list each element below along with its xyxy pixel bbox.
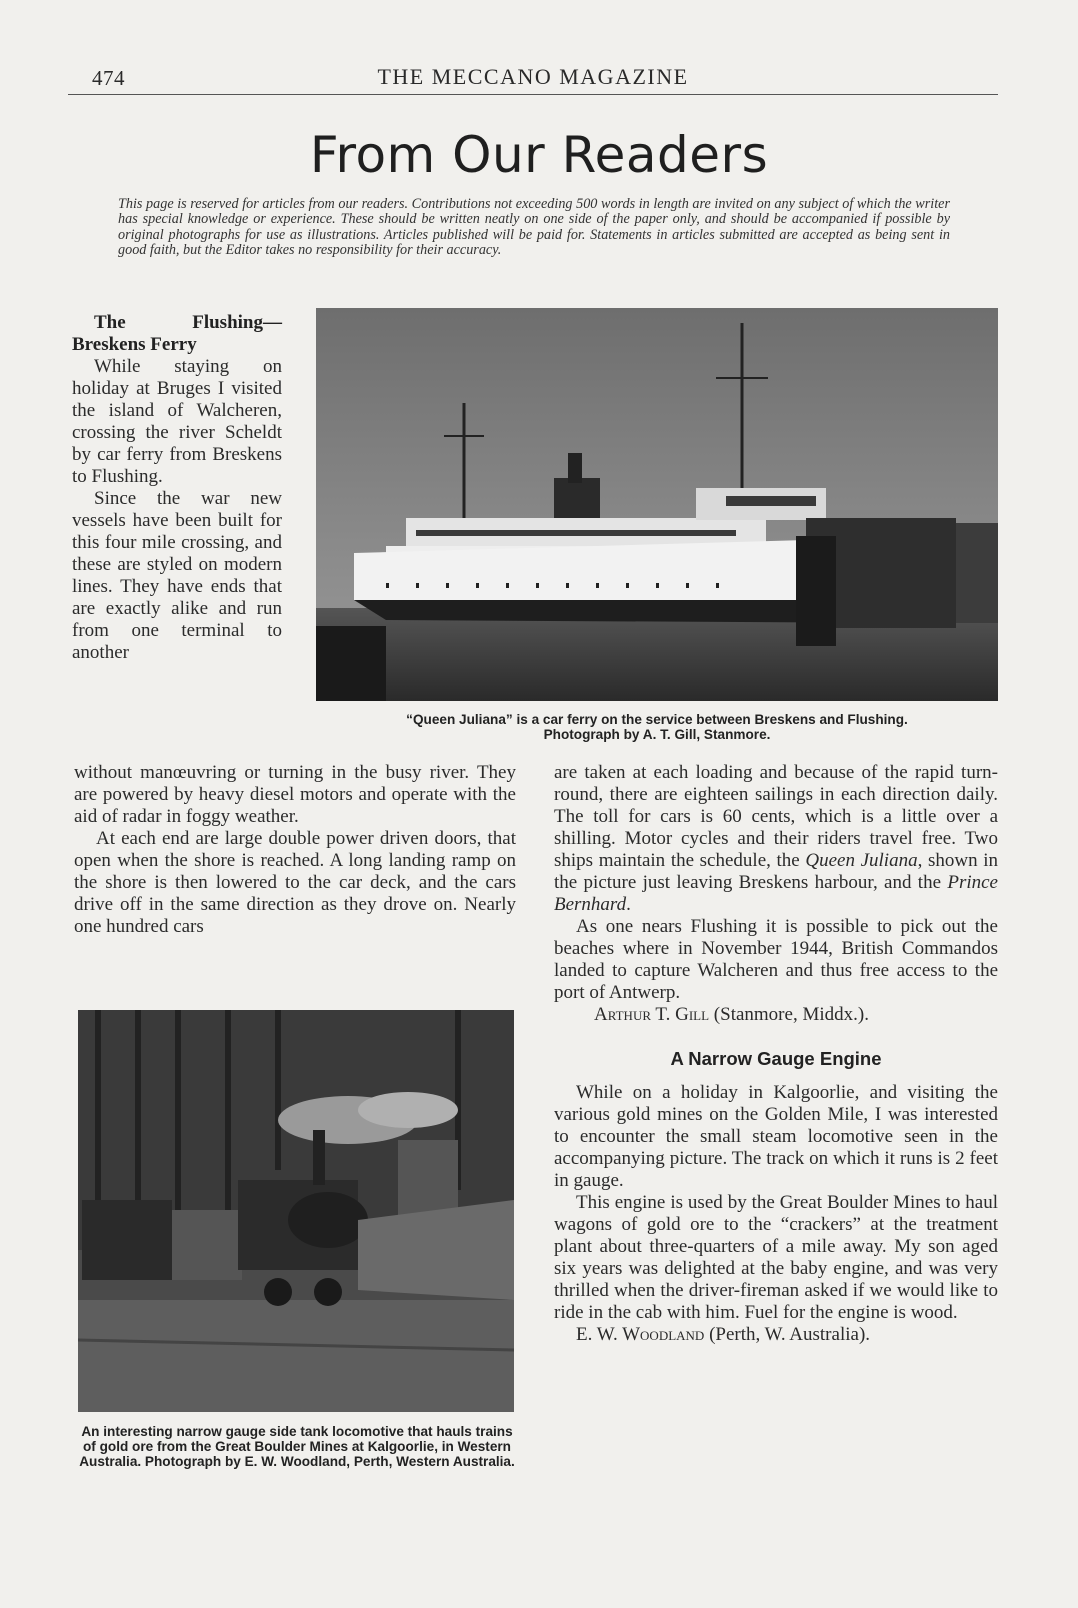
article-right-column <box>554 762 998 1346</box>
ferry-text: , shown in the picture just leaving Breskens harbour, and the <box>554 850 998 893</box>
page-title: From Our Readers <box>309 126 769 184</box>
ferry-text: are taken at each loading and because of the rapid turn-round, there are eighteen sailings in each direction daily. The toll for cars is 60 cents, which is a little over a shilling. Motor cycles and their riders travel free. Two ships maintain the schedule, the <box>554 762 998 871</box>
magazine-title: THE MECCANO MAGAZINE <box>377 64 689 89</box>
article-ferry-paragraph: without manœuvring or turning in the busy river. They are powered by heavy diesel motors and operate with the aid of radar in foggy weather. <box>74 762 516 827</box>
article-ferry-paragraph: As one nears Flushing it is possible to pick out the beaches where in November 1944, British Commandos landed to capture Walcheren and thus free access to the port of Antwerp. <box>554 916 998 1003</box>
page-number: 474 <box>92 66 125 90</box>
ship-name: Queen Juliana <box>805 850 918 871</box>
ferry-text: . <box>626 894 631 915</box>
intro-note: This page is reserved for articles from our readers. Contributions not exceeding 500 words in length are invited on any subject of which the writer has special knowledge or experience. These should be written neatly on one side of the paper only, and should be accompanied if possible by original photographs for use as illustrations. Articles published will be paid for. Statements in articles submitted are accepted as being sent in good faith, but the Editor takes no responsibility for their accuracy. <box>118 196 950 258</box>
article-ferry-paragraph: At each end are large double power driven doors, that open when the shore is reached. A long landing ramp on the shore is then lowered to the car deck, and the cars drive off in the same direction as they drove on. Nearly one hundred cars <box>74 828 516 937</box>
article-ferry-middle <box>74 762 516 938</box>
author-place: (Stanmore, Middx.). <box>709 1004 869 1025</box>
ship-name: Prince Bernhard <box>554 872 998 915</box>
article-ferry-start <box>72 312 282 664</box>
ferry-photo <box>316 308 998 701</box>
locomotive-photo <box>78 1010 514 1412</box>
article-ferry-author <box>554 1004 998 1026</box>
article-engine-author <box>554 1324 998 1346</box>
ferry-caption-credit: Photograph by A. T. Gill, Stanmore. <box>543 727 771 742</box>
article-ferry-paragraph <box>554 762 998 916</box>
article-engine-heading: A Narrow Gauge Engine <box>670 1048 882 1069</box>
article-engine-paragraph: While on a holiday in Kalgoorlie, and visiting the various gold mines on the Golden Mile, I was interested to encounter the small steam locomotive seen in the accompanying picture. The track on which it runs is 2 feet in gauge. <box>554 1082 998 1191</box>
header-rule <box>68 94 998 95</box>
running-head <box>68 62 998 90</box>
article-ferry-heading: The Flushing— Breskens Ferry <box>72 312 282 355</box>
article-engine-paragraph: This engine is used by the Great Boulder Mines to haul wagons of gold ore to the “crackers” at the treatment plant about three-quarters of a mile away. My son aged six years was delighted at the baby engine, and was very thrilled when the driver-fireman asked if we would like to ride in the cab with him. Fuel for the engine is wood. <box>554 1192 998 1323</box>
ferry-caption-line: “Queen Juliana” is a car ferry on the service between Breskens and Flushing. <box>406 712 908 727</box>
article-ferry-paragraph: Since the war new vessels have been built for this four mile crossing, and these are styled on modern lines. They have ends that are exactly alike and run from one terminal to another <box>72 488 282 663</box>
article-ferry-paragraph: While staying on holiday at Bruges I visited the island of Walcheren, crossing the river Scheldt by car ferry from Breskens to Flushing. <box>72 356 282 487</box>
author-name: E. W. Woodland <box>576 1324 705 1345</box>
author-place: (Perth, W. Australia). <box>704 1324 871 1345</box>
locomotive-photo-caption: An interesting narrow gauge side tank locomotive that hauls trains of gold ore from the Great Boulder Mines at Kalgoorlie, in Western Australia. Photograph by E. W. Woodland, Perth, Western Australia. <box>79 1424 515 1469</box>
ferry-photo-caption <box>316 712 998 742</box>
author-name: Arthur T. Gill <box>594 1004 710 1025</box>
